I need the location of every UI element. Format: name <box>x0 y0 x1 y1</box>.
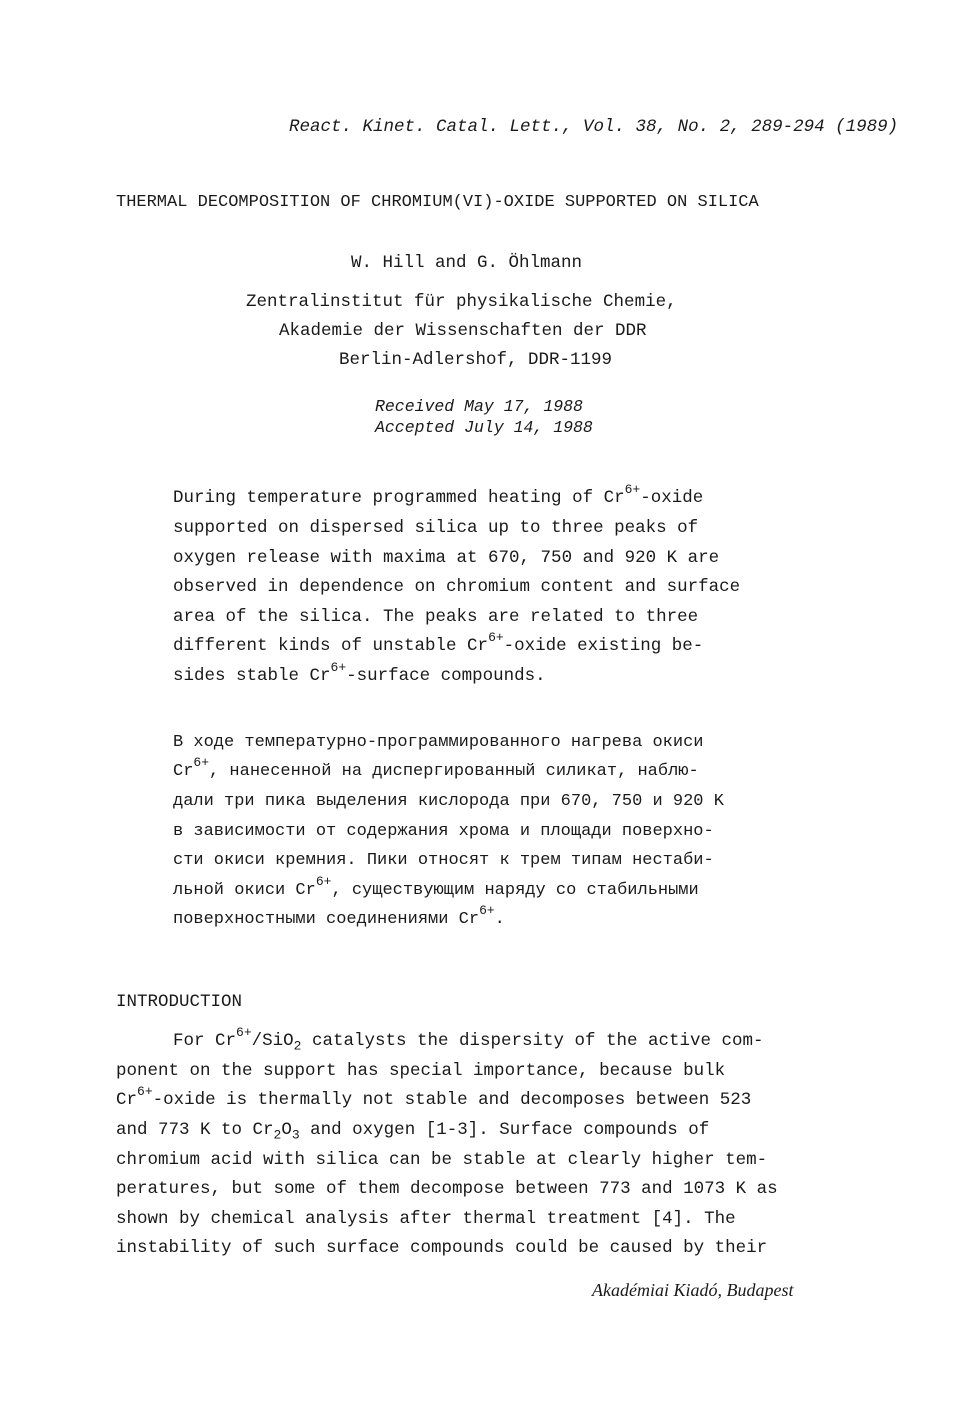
abstract-ru-line: $Cr^{6+}$, нанесенной на диспергированный силикат, наблю- <box>173 755 699 781</box>
intro-line: instability of such surface compounds could be caused by their <box>116 1238 768 1258</box>
citation: React. Kinet. Catal. Lett., Vol. 38, No. 2, 289-294 (1989) <box>289 117 899 137</box>
authors: W. Hill and G. Öhlmann <box>351 253 583 273</box>
abstract-ru-line: В ходе температурно-программированного нагрева окиси <box>173 733 704 752</box>
abstract-ru-line: поверхностными соединениями $Cr^{6+}$. <box>173 903 505 929</box>
abstract-en-line: observed in dependence on chromium content and surface <box>173 577 741 597</box>
intro-line: chromium acid with silica can be stable at clearly higher tem- <box>116 1150 768 1170</box>
publisher-imprint: Akadémiai Kiadó, Budapest <box>592 1280 794 1300</box>
section-heading-introduction: INTRODUCTION <box>116 992 243 1012</box>
abstract-ru-line: льной окиси $Cr^{6+}$, существующим наряду со стабильными <box>173 874 699 900</box>
abstract-en-line: area of the silica. The peaks are related to three <box>173 607 699 627</box>
affiliation-line-1: Zentralinstitut für physikalische Chemie, <box>246 292 677 312</box>
intro-line: and 773 K to $Cr_2O_3$ and oxygen [1-3]. Surface compounds of <box>116 1120 710 1143</box>
abstract-en-line: different kinds of unstable $Cr^{6+}$-oxide existing be- <box>173 630 704 656</box>
affiliation-line-3: Berlin-Adlershof, DDR-1199 <box>339 350 613 370</box>
paper-title: THERMAL DECOMPOSITION OF CHROMIUM(VI)-OXIDE SUPPORTED ON SILICA <box>116 193 759 212</box>
intro-line: peratures, but some of them decompose between 773 and 1073 K as <box>116 1179 778 1199</box>
accepted-date: Accepted July 14, 1988 <box>375 418 593 437</box>
intro-line: For $Cr^{6+}/SiO_2$ catalysts the dispersity of the active com- <box>173 1025 764 1054</box>
abstract-en-line: supported on dispersed silica up to three peaks of <box>173 518 699 538</box>
abstract-ru-line: в зависимости от содержания хрома и площади поверхно- <box>173 822 714 841</box>
intro-line: shown by chemical analysis after thermal treatment [4]. The <box>116 1209 736 1229</box>
abstract-en-line: sides stable $Cr^{6+}$-surface compounds. <box>173 660 546 686</box>
intro-line: $Cr^{6+}$-oxide is thermally not stable and decomposes between 523 <box>116 1084 752 1110</box>
intro-line: ponent on the support has special importance, because bulk <box>116 1061 726 1081</box>
abstract-ru-line: дали три пика выделения кислорода при 670, 750 и 920 K <box>173 792 724 811</box>
abstract-en-line: oxygen release with maxima at 670, 750 and 920 K are <box>173 548 720 568</box>
received-date: Received May 17, 1988 <box>375 397 583 416</box>
abstract-en-line: During temperature programmed heating of $Cr^{6+}$-oxide <box>173 482 704 508</box>
abstract-ru-line: сти окиси кремния. Пики относят к трем типам нестаби- <box>173 851 714 870</box>
affiliation-line-2: Akademie der Wissenschaften der DDR <box>279 321 647 341</box>
